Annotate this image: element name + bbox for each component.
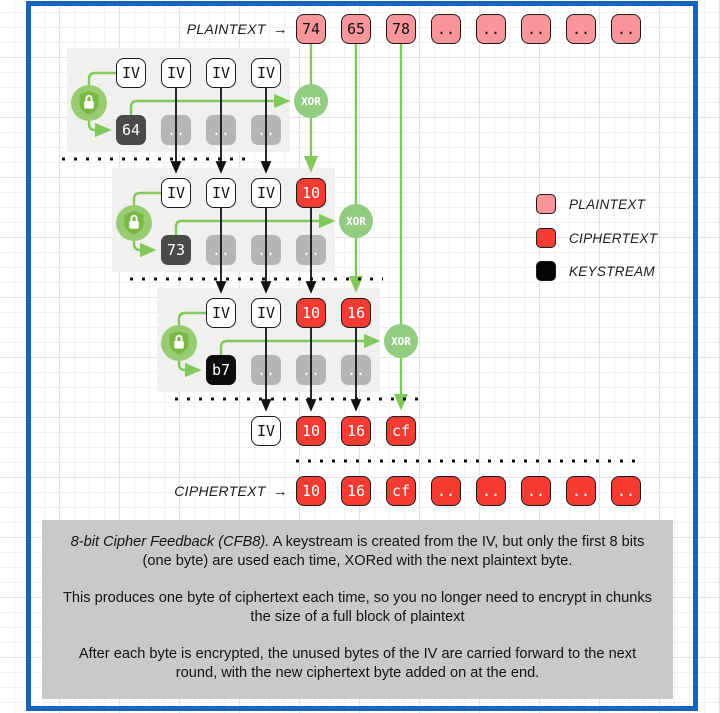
legend-label: CIPHERTEXT xyxy=(569,230,658,246)
legend-item-plaintext xyxy=(536,194,645,214)
ciphertext-cell: .. xyxy=(521,476,551,506)
iv-cell: IV xyxy=(161,58,191,88)
ciphertext-cell: .. xyxy=(431,476,461,506)
caption-lead-rest: A keystream is created from the IV, but only the first 8 bits (one byte) are used each time, XORed with the next plaintext byte. xyxy=(142,534,645,569)
iv-cell: IV xyxy=(251,58,281,88)
ciphertext-cell: cf xyxy=(386,476,416,506)
xor-node: XOR xyxy=(384,324,418,358)
legend-swatch-plaintext xyxy=(536,194,556,214)
unused-cell: .. xyxy=(341,355,371,385)
unused-cell: .. xyxy=(251,235,281,265)
plaintext-cell: .. xyxy=(521,14,551,44)
ciphertext-feedback-cell: 16 xyxy=(341,298,371,328)
iv-cell: IV xyxy=(161,178,191,208)
plaintext-cell: .. xyxy=(611,14,641,44)
iv-cell: IV xyxy=(206,298,236,328)
ciphertext-feedback-cell: 10 xyxy=(296,178,326,208)
unused-cell: .. xyxy=(206,235,236,265)
plaintext-cell: 78 xyxy=(386,14,416,44)
iv-cell: IV xyxy=(251,416,281,446)
ciphertext-cell: 16 xyxy=(341,476,371,506)
ciphertext-label-text: CIPHERTEXT xyxy=(174,483,266,499)
ciphertext-feedback-cell: 16 xyxy=(341,416,371,446)
plaintext-label-text: PLAINTEXT xyxy=(186,21,266,37)
lock-icon xyxy=(116,205,152,241)
plaintext-cell: .. xyxy=(431,14,461,44)
iv-cell: IV xyxy=(206,58,236,88)
caption-paragraph-3: After each byte is encrypted, the unused bytes of the IV are carried forward to the next round, with the new ciphertext byte added on at the end. xyxy=(78,646,637,681)
unused-cell: .. xyxy=(251,355,281,385)
legend-label: PLAINTEXT xyxy=(569,196,646,212)
ciphertext-cell: 10 xyxy=(296,476,326,506)
shield-lock-glyph xyxy=(71,85,107,121)
iv-cell: IV xyxy=(206,178,236,208)
unused-cell: .. xyxy=(251,115,281,145)
lock-icon xyxy=(71,85,107,121)
lock-icon xyxy=(161,325,197,361)
caption-paragraph-2: This produces one byte of ciphertext each time, so you no longer need to encrypt in chunks the size of a full block of plaintext xyxy=(63,590,652,625)
ciphertext-cell: .. xyxy=(566,476,596,506)
ciphertext-feedback-cell: 10 xyxy=(296,416,326,446)
plaintext-cell: .. xyxy=(566,14,596,44)
legend-label: KEYSTREAM xyxy=(569,263,655,279)
plaintext-cell: .. xyxy=(476,14,506,44)
keystream-cell: b7 xyxy=(206,355,236,385)
ciphertext-cell: .. xyxy=(611,476,641,506)
plaintext-cell: 65 xyxy=(341,14,371,44)
legend-swatch-keystream xyxy=(536,261,556,281)
iv-cell: IV xyxy=(251,178,281,208)
legend-item-ciphertext xyxy=(536,228,657,248)
shield-lock-glyph xyxy=(116,205,152,241)
caption-paragraph-1 xyxy=(60,533,655,570)
iv-cell: IV xyxy=(116,58,146,88)
plaintext-row-label xyxy=(140,14,288,44)
shield-lock-glyph xyxy=(161,325,197,361)
right-arrow-glyph: → xyxy=(272,482,288,500)
xor-node: XOR xyxy=(339,204,373,238)
legend-swatch-ciphertext xyxy=(536,228,556,248)
unused-cell: .. xyxy=(296,235,326,265)
plaintext-cell: 74 xyxy=(296,14,326,44)
ciphertext-feedback-cell: cf xyxy=(386,416,416,446)
iv-cell: IV xyxy=(251,298,281,328)
right-arrow-glyph: → xyxy=(272,20,288,38)
ciphertext-feedback-cell: 10 xyxy=(296,298,326,328)
unused-cell: .. xyxy=(296,355,326,385)
keystream-cell: 73 xyxy=(161,235,191,265)
caption-box xyxy=(42,520,673,699)
keystream-cell: 64 xyxy=(116,115,146,145)
legend-item-keystream xyxy=(536,261,655,281)
ciphertext-row-label xyxy=(130,476,288,506)
xor-node: XOR xyxy=(294,84,328,118)
ciphertext-cell: .. xyxy=(476,476,506,506)
unused-cell: .. xyxy=(161,115,191,145)
caption-lead: 8-bit Cipher Feedback (CFB8). xyxy=(70,534,270,550)
unused-cell: .. xyxy=(206,115,236,145)
